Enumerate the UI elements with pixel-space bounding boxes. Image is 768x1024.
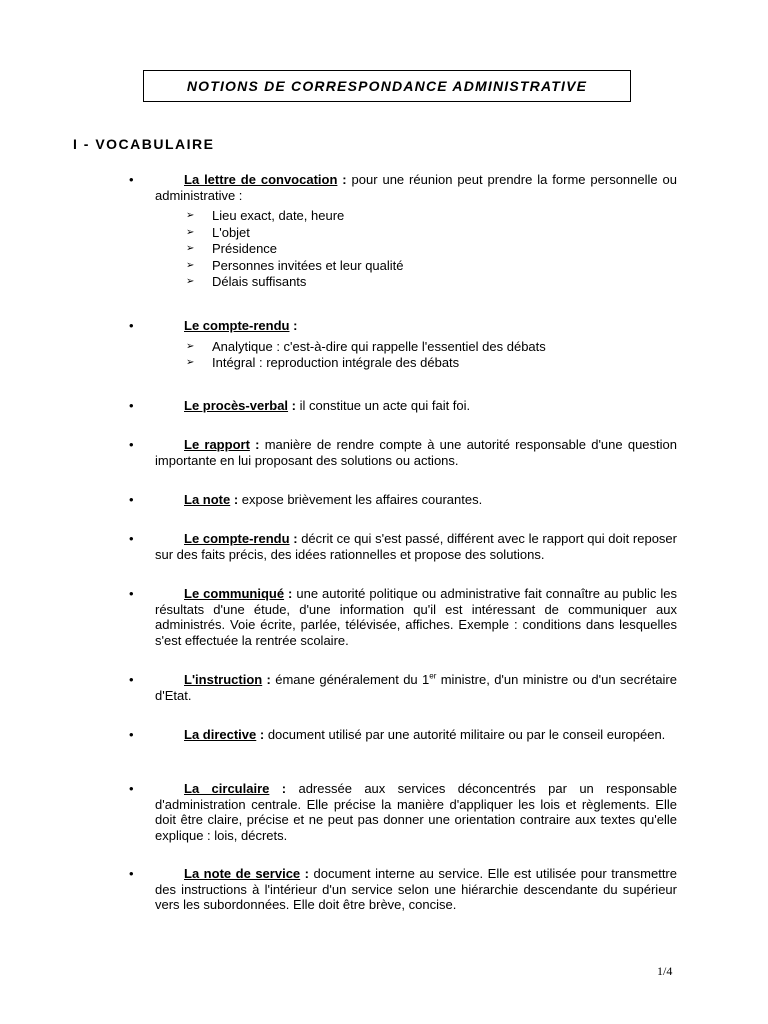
bullet-icon: • [129, 492, 134, 507]
bullet-icon: • [129, 672, 134, 687]
definition: manière de rendre compte à une autorité responsable d'une question importante en lui proposant des solutions ou actions. [155, 437, 677, 468]
term: La lettre de convocation [184, 172, 338, 187]
list-item: ➢ Présidence [186, 241, 278, 257]
list-item: ➢ Analytique : c'est-à-dire qui rappelle l'essentiel des débats [186, 338, 546, 354]
arrow-icon: ➢ [186, 210, 195, 221]
term: L'instruction [184, 672, 263, 687]
vocab-item-compte-rendu-2: • Le compte-rendu : décrit ce qui s'est passé, différent avec le rapport qui doit reposer sur des faits précis, des idées rationnelles et propose des solutions. [129, 531, 677, 562]
list-item: ➢ Intégral : reproduction intégrale des débats [186, 355, 460, 371]
vocab-item-note-de-service: • La note de service : document interne au service. Elle est utilisée pour transmettre des instructions à l'intérieur d'un service selon une hiérarchie descendante du supérieur vers les subordonnées. Elle doit être brève, concise. [129, 866, 677, 912]
term: Le compte-rendu [184, 318, 290, 333]
bullet-icon: • [129, 727, 134, 742]
list-item: ➢ Personnes invitées et leur qualité [186, 257, 404, 273]
page-number: 1/4 [657, 964, 673, 978]
bullet-icon: • [129, 172, 134, 187]
definition: adressée aux services déconcentrés par un responsable d'administration centrale. Elle précise la manière d'appliquer les lois et règlements. Elle doit être claire, précise et ne peut pas donner une orientation contraire aux textes qu'elle explique : lois, décrets. [155, 781, 677, 843]
vocab-item-communique: • Le communiqué : une autorité politique ou administrative fait connaître au public les résultats d'une étude, d'une information qu'il est intéressant de communiquer aux administrés. Voie écrite, parlée, télévisée, affiches. Exemple : conditions dans lesquelles s'est effectuée la rentrée scolaire. [129, 586, 677, 648]
bullet-icon: • [129, 781, 134, 796]
definition: il constitue un acte qui fait foi. [299, 398, 471, 413]
term: La directive [184, 727, 257, 742]
definition: décrit ce qui s'est passé, différent avec le rapport qui doit reposer sur des faits précis, des idées rationnelles et propose des solutions. [155, 531, 677, 562]
term: La note [184, 492, 231, 507]
definition: document utilisé par une autorité militaire ou par le conseil européen. [267, 727, 666, 742]
term: Le rapport [184, 437, 250, 452]
sub-list [186, 208, 677, 291]
arrow-icon: ➢ [186, 340, 195, 352]
vocab-item-instruction: • L'instruction : émane généralement du 1er ministre, d'un ministre ou d'un secrétaire d'Etat. [129, 671, 677, 703]
arrow-icon: ➢ [186, 243, 195, 255]
vocab-item-rapport: • Le rapport : manière de rendre compte à une autorité responsable d'une question importante en lui proposant des solutions ou actions. [129, 437, 677, 468]
list-item: ➢ Délais suffisants [186, 274, 307, 290]
bullet-icon: • [129, 318, 134, 333]
arrow-icon: ➢ [186, 259, 195, 271]
term: Le compte-rendu [184, 531, 290, 546]
arrow-icon: ➢ [186, 226, 195, 238]
bullet-icon: • [129, 398, 134, 413]
bullet-icon: • [129, 586, 134, 601]
vocab-item-circulaire: • La circulaire : adressée aux services déconcentrés par un responsable d'administration centrale. Elle précise la manière d'appliquer les lois et règlements. Elle doit être claire, précise et ne peut pas donner une orientation contraire aux textes qu'elle explique : lois, décrets. [129, 781, 677, 843]
sub-list [186, 339, 677, 372]
vocab-item-proces-verbal: • Le procès-verbal : il constitue un acte qui fait foi. [129, 398, 471, 413]
vocab-item-directive: • La directive : document utilisé par une autorité militaire ou par le conseil européen. [129, 727, 666, 742]
list-item: ➢ L'objet [186, 224, 250, 240]
section-title: I - VOCABULAIRE [73, 136, 215, 152]
term: La note de service [184, 866, 301, 881]
arrow-icon: ➢ [186, 357, 195, 369]
arrow-icon: ➢ [186, 276, 195, 288]
superscript: er [429, 671, 437, 681]
bullet-icon: • [129, 437, 134, 452]
bullet-icon: • [129, 866, 134, 881]
definition: document interne au service. Elle est utilisée pour transmettre des instructions à l'intérieur d'un service selon une hiérarchie descendante du supérieur vers les subordonnées. Elle doit être brève, concise. [155, 866, 677, 912]
vocab-item-note: • La note : expose brièvement les affaires courantes. [129, 492, 483, 507]
term: Le communiqué [184, 586, 285, 601]
vocab-item-convocation: • La lettre de convocation : pour une réunion peut prendre la forme personnelle ou administrative : ➢ Lieu exact, date, heure ➢ L'objet ➢ Présidence ➢ Personnes invitées et leur qualité ➢ Délais suffisants [129, 172, 677, 290]
definition: pour une réunion peut prendre la forme personnelle ou administrative : [155, 172, 677, 203]
definition: une autorité politique ou administrative fait connaître au public les résultats d'une étude, d'une information qu'il est intéressant de communiquer aux administrés. Voie écrite, parlée, télévisée, affiches. Exemple : conditions dans lesquelles s'est effectuée la rentrée scolaire. [155, 586, 677, 648]
document-title: NOTIONS DE CORRESPONDANCE ADMINISTRATIVE [143, 70, 631, 102]
list-item: ➢ Lieu exact, date, heure [186, 208, 345, 223]
definition: émane généralement du 1 [275, 672, 430, 687]
definition: expose brièvement les affaires courantes. [241, 492, 483, 507]
vocab-item-compte-rendu: • Le compte-rendu : ➢ Analytique : c'est-à-dire qui rappelle l'essentiel des débats ➢ Intégral : reproduction intégrale des débats [155, 318, 677, 372]
term: Le procès-verbal [184, 398, 289, 413]
bullet-icon: • [129, 531, 134, 546]
term: La circulaire [184, 781, 270, 796]
